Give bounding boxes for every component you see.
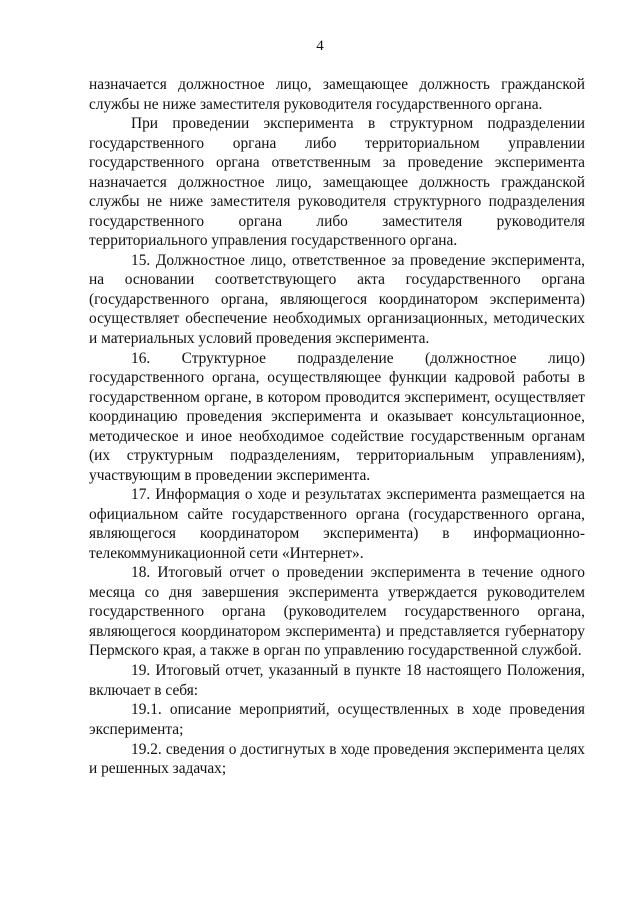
paragraph-19-1: 19.1. описание мероприятий, осуществленных в ходе проведения эксперимента; (89, 701, 585, 738)
paragraph-responsible-official: При проведении эксперимента в структурном подразделении государственного органа либо территориальном управлении государственного органа ответственным за проведение эксперимента назначается должностное лицо, замещающее должность гражданской службы не ниже заместителя руководителя структурного подразделения государственного органа либо заместителя руководителя территориального управления государственного органа. (89, 115, 585, 250)
paragraph-17: 17. Информация о ходе и результатах эксперимента размещается на официальном сайте государственного органа (государственного органа, являющегося координатором эксперимента) в информационно-телекоммуникационной сети «Интернет». (89, 486, 585, 562)
paragraph-15: 15. Должностное лицо, ответственное за проведение эксперимента, на основании соответствующего акта государственного органа (государственного органа, являющегося координатором эксперимента) осуществляет обеспечение необходимых организационных, методических и материальных условий проведения эксперимента. (89, 251, 585, 347)
paragraph-19-2: 19.2. сведения о достигнутых в ходе проведения эксперимента целях и решенных задачах; (89, 740, 585, 777)
paragraph-19: 19. Итоговый отчет, указанный в пункте 18 настоящего Положения, включает в себя: (89, 662, 585, 699)
paragraph-16: 16. Структурное подразделение (должностное лицо) государственного органа, осуществляющее функции кадровой работы в государственном органе, в котором проводится эксперимент, осуществляет координацию проведения эксперимента и оказывает консультационное, методическое и иное необходимое содействие государственным органам (их структурным подразделениям, территориальным управлениям), участвующим в проведении эксперимента. (89, 349, 585, 484)
paragraph-18: 18. Итоговый отчет о проведении эксперимента в течение одного месяца со дня завершения эксперимента утверждается руководителем государственного органа (руководителем государственного органа, являющегося координатором эксперимента) и представляется губернатору Пермского края, а также в орган по управлению государственной службой. (89, 564, 585, 660)
page-number: 4 (316, 38, 324, 54)
document-body (89, 75, 585, 779)
paragraph-continuation: назначается должностное лицо, замещающее должность гражданской службы не ниже заместителя руководителя государственного органа. (89, 76, 585, 113)
